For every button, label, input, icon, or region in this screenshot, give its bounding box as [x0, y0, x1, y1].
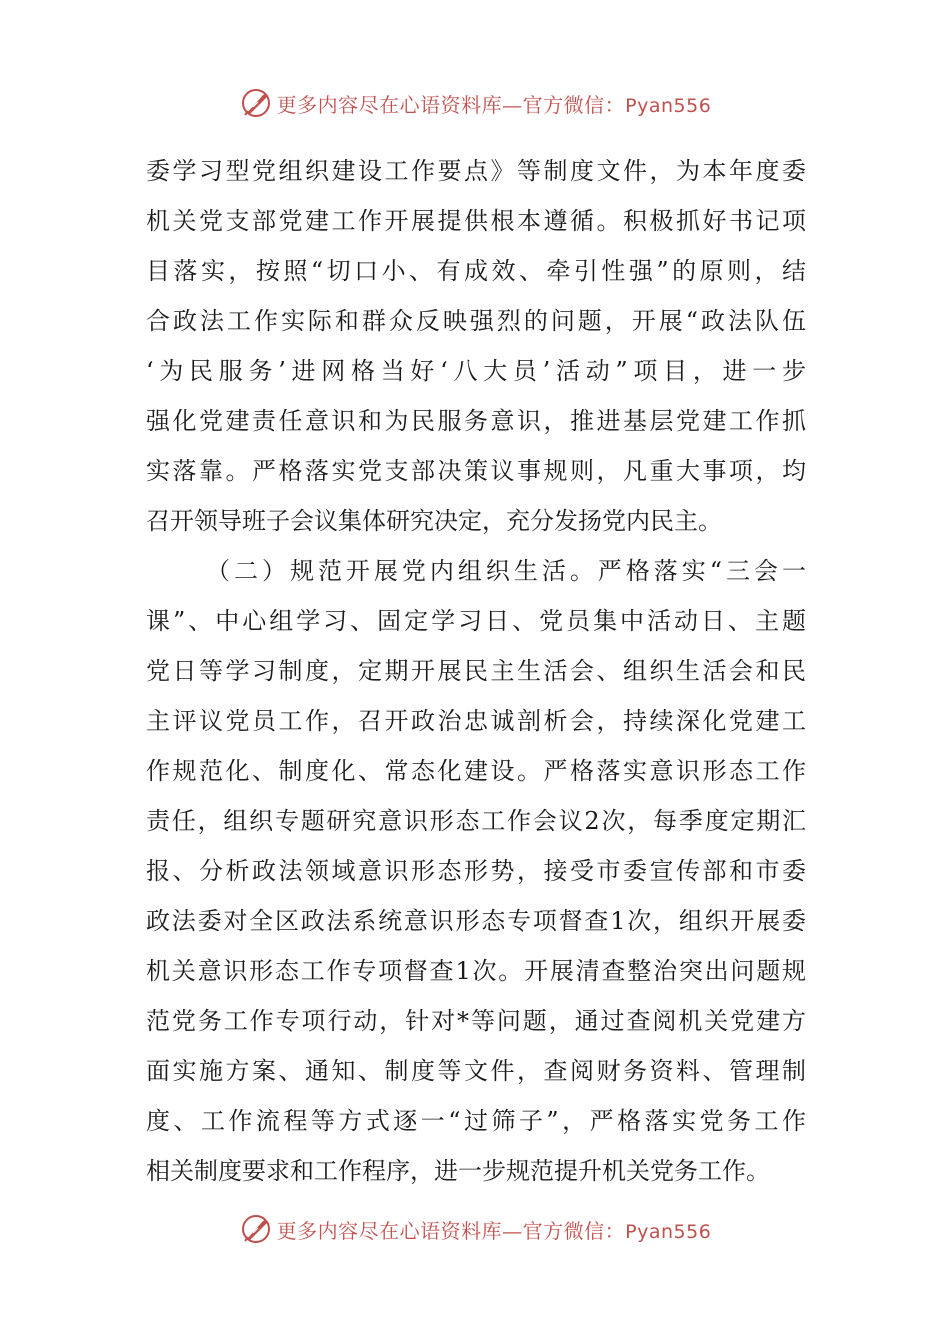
watermark-text: 更多内容尽在心语资料库—官方微信：Pyan556 [276, 1218, 712, 1243]
text-line: 度、工作流程等方式逐一“过筛子”，严格落实党务工作 [146, 1107, 806, 1135]
text-line: 合政法工作实际和群众反映强烈的问题，开展“政法队伍 [146, 307, 806, 335]
text-line: 面实施方案、通知、制度等文件，查阅财务资料、管理制 [146, 1057, 806, 1085]
text-line: 目落实，按照“切口小、有成效、牵引性强”的原则，结 [146, 257, 806, 285]
text-line: 责任，组织专题研究意识形态工作会议2次，每季度定期汇 [146, 807, 806, 835]
text-line: 召开领导班子会议集体研究决定，充分发扬党内民主。 [146, 507, 722, 535]
text-line: 委学习型党组织建设工作要点》等制度文件，为本年度委 [146, 157, 806, 185]
text-line: 课”、中心组学习、固定学习日、党员集中活动日、主题 [146, 607, 806, 635]
feather-pen-icon [239, 1212, 273, 1246]
feather-pen-icon [239, 86, 273, 120]
text-line: 作规范化、制度化、常态化建设。严格落实意识形态工作 [146, 757, 806, 785]
wechat-id: Pyan556 [625, 94, 712, 117]
watermark-text: 更多内容尽在心语资料库—官方微信：Pyan556 [276, 92, 712, 117]
text-line: 报、分析政法领域意识形态形势，接受市委宣传部和市委 [146, 857, 806, 885]
text-line: 范党务工作专项行动，针对*等问题，通过查阅机关党建方 [146, 1007, 806, 1035]
text-line: 实落靠。严格落实党支部决策议事规则，凡重大事项，均 [146, 457, 806, 485]
wechat-id: Pyan556 [625, 1220, 712, 1243]
text-line: 强化党建责任意识和为民服务意识，推进基层党建工作抓 [146, 407, 806, 435]
text-line: 主评议党员工作，召开政治忠诚剖析会，持续深化党建工 [146, 707, 806, 735]
text-line: （二）规范开展党内组织生活。严格落实“三会一 [206, 557, 806, 585]
text-line: 相关制度要求和工作程序，进一步规范提升机关党务工作。 [146, 1157, 770, 1185]
paragraph-2 [146, 546, 806, 1196]
text-line: 党日等学习制度，定期开展民主生活会、组织生活会和民 [146, 657, 806, 685]
text-line: 政法委对全区政法系统意识形态专项督查1次，组织开展委 [146, 907, 806, 935]
document-body [146, 146, 806, 1196]
paragraph-1 [146, 146, 806, 546]
text-line: ‘为民服务’进网格当好‘八大员’活动”项目，进一步 [146, 357, 806, 385]
header-watermark [0, 83, 950, 123]
footer-watermark [0, 1209, 950, 1249]
text-line: 机关意识形态工作专项督查1次。开展清查整治突出问题规 [146, 957, 806, 985]
text-line: 机关党支部党建工作开展提供根本遵循。积极抓好书记项 [146, 207, 806, 235]
